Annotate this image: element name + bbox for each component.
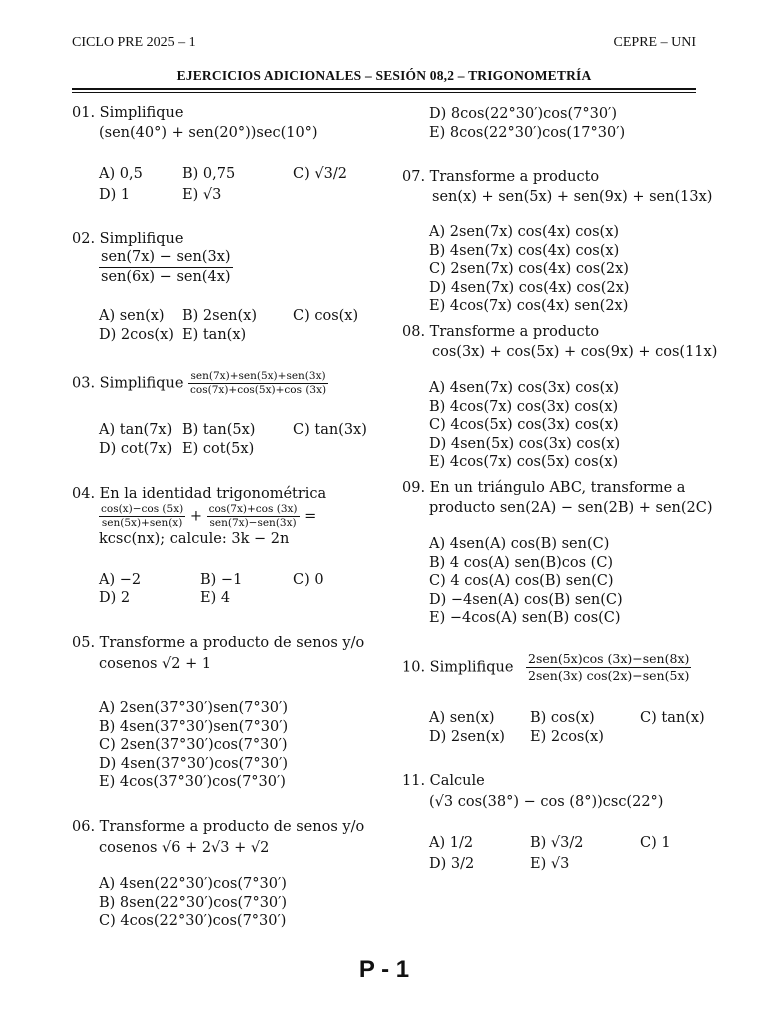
options-05 bbox=[99, 699, 288, 792]
question-stem: 02. Simplifique bbox=[72, 231, 184, 247]
option-b: B) √3/2 bbox=[530, 835, 584, 851]
question-stem: 04. En la identidad trigonométrica bbox=[72, 486, 327, 502]
question-04 bbox=[72, 485, 392, 548]
question-stem: 03. Simplifique bbox=[72, 375, 184, 392]
question-expression: (sen(40°) + sen(20°))sec(10°) bbox=[99, 125, 318, 141]
question-11 bbox=[402, 772, 732, 811]
option-b: B) 4 cos(A) sen(B)cos (C) bbox=[429, 554, 614, 571]
option-d: D) 8cos(22°30′)cos(7°30′) bbox=[429, 106, 617, 122]
options-06-right bbox=[429, 105, 625, 142]
option-e: E) √3 bbox=[530, 856, 570, 872]
question-02 bbox=[72, 230, 392, 287]
option-d: D) 4sen(7x) cos(4x) cos(2x) bbox=[429, 279, 630, 296]
option-c: C) √3/2 bbox=[293, 166, 347, 182]
fraction-numerator: cos(x)−cos (5x) bbox=[101, 503, 184, 515]
identity-expression bbox=[72, 503, 392, 530]
identity-tail: kcsc(nx); calcule: 3k − 2n bbox=[99, 531, 290, 547]
question-stem: 08. Transforme a producto bbox=[402, 324, 600, 340]
question-stem: 07. Transforme a producto bbox=[402, 169, 600, 185]
fraction-numerator: sen(7x) − sen(3x) bbox=[99, 248, 233, 268]
option-b: B) 8sen(22°30′)cos(7°30′) bbox=[99, 894, 288, 911]
option-e: E) tan(x) bbox=[182, 327, 247, 343]
options-09 bbox=[429, 535, 623, 628]
option-c: C) 4cos(5x) cos(3x) cos(x) bbox=[429, 417, 619, 433]
question-08 bbox=[402, 323, 732, 361]
option-a: A) 4sen(A) cos(B) sen(C) bbox=[429, 536, 610, 552]
question-05 bbox=[72, 634, 392, 673]
option-c: C) tan(3x) bbox=[293, 422, 367, 438]
question-stem: 01. Simplifique bbox=[72, 105, 184, 121]
options-08 bbox=[429, 379, 620, 472]
title-rule-bottom bbox=[72, 92, 696, 93]
options-06-left bbox=[99, 875, 287, 931]
option-e: E) 4cos(7x) cos(4x) sen(2x) bbox=[429, 298, 629, 314]
title-rule-top bbox=[72, 88, 696, 90]
option-c: C) cos(x) bbox=[293, 308, 359, 324]
option-e: E) √3 bbox=[182, 187, 222, 203]
option-b: B) tan(5x) bbox=[182, 422, 256, 438]
fraction-denominator: sen(5x)+sen(x) bbox=[101, 517, 183, 529]
question-07 bbox=[402, 168, 722, 206]
fraction-denominator: cos(7x)+cos(5x)+cos (3x) bbox=[190, 384, 327, 396]
fraction-denominator: 2sen(3x) cos(2x)−sen(5x) bbox=[528, 668, 690, 683]
option-b: B) cos(x) bbox=[530, 710, 595, 726]
option-d: D) 1 bbox=[99, 187, 131, 203]
option-e: E) −4cos(A) sen(B) cos(C) bbox=[429, 610, 621, 626]
question-expression: (√3 cos(38°) − cos (8°))csc(22°) bbox=[429, 794, 664, 810]
option-b: B) 2sen(x) bbox=[182, 308, 257, 324]
header-cycle: CICLO PRE 2025 – 1 bbox=[72, 35, 196, 50]
option-e: E) 4 bbox=[200, 590, 231, 606]
question-03 bbox=[72, 370, 392, 397]
option-d: D) 4sen(5x) cos(3x) cos(x) bbox=[429, 435, 621, 452]
option-e: E) 4cos(7x) cos(5x) cos(x) bbox=[429, 454, 619, 470]
option-c: C) 0 bbox=[293, 572, 324, 588]
question-06 bbox=[72, 818, 392, 857]
option-b: B) 0,75 bbox=[182, 166, 236, 182]
option-c: C) 4cos(22°30′)cos(7°30′) bbox=[99, 913, 287, 929]
option-b: B) 4cos(7x) cos(3x) cos(x) bbox=[429, 398, 619, 415]
question-stem: 05. Transforme a producto de senos y/o bbox=[72, 635, 365, 651]
option-a: A) 2sen(7x) cos(4x) cos(x) bbox=[429, 224, 620, 240]
question-expression: sen(x) + sen(5x) + sen(9x) + sen(13x) bbox=[432, 189, 713, 205]
question-fraction bbox=[72, 248, 392, 287]
page-title: EJERCICIOS ADICIONALES – SESIÓN 08,2 – TRIGONOMETRÍA bbox=[176, 68, 592, 83]
page-number: P - 1 bbox=[358, 956, 410, 983]
option-d: D) 2sen(x) bbox=[429, 729, 505, 745]
option-a: A) −2 bbox=[99, 572, 142, 588]
option-c: C) 4 cos(A) cos(B) sen(C) bbox=[429, 573, 614, 589]
option-a: A) sen(x) bbox=[429, 710, 495, 726]
option-e: E) 4cos(37°30′)cos(7°30′) bbox=[99, 774, 286, 790]
options-07 bbox=[429, 223, 629, 316]
option-b: B) −1 bbox=[200, 572, 243, 588]
option-b: B) 4sen(37°30′)sen(7°30′) bbox=[99, 718, 289, 735]
fraction-denominator: sen(7x)−sen(3x) bbox=[209, 517, 297, 529]
question-expression: cos(3x) + cos(5x) + cos(9x) + cos(11x) bbox=[432, 344, 718, 360]
option-d: D) 2cos(x) bbox=[99, 327, 174, 343]
question-stem: 09. En un triángulo ABC, transforme a bbox=[402, 480, 686, 496]
question-stem: 10. Simplifique bbox=[402, 659, 514, 676]
option-a: A) 1/2 bbox=[429, 835, 474, 851]
fraction-numerator: 2sen(5x)cos (3x)−sen(8x) bbox=[528, 651, 690, 666]
option-a: A) tan(7x) bbox=[99, 422, 173, 438]
question-stem: 11. Calcule bbox=[402, 773, 485, 789]
option-a: A) 4sen(7x) cos(3x) cos(x) bbox=[429, 380, 620, 396]
option-c: C) 2sen(7x) cos(4x) cos(2x) bbox=[429, 261, 629, 277]
option-d: D) cot(7x) bbox=[99, 441, 173, 457]
question-10 bbox=[402, 651, 742, 684]
option-c: C) 2sen(37°30′)cos(7°30′) bbox=[99, 737, 288, 753]
option-e: E) 8cos(22°30′)cos(17°30′) bbox=[429, 124, 626, 141]
option-a: A) 2sen(37°30′)sen(7°30′) bbox=[99, 700, 288, 716]
fraction-denominator: sen(6x) − sen(4x) bbox=[101, 269, 231, 285]
option-d: D) 2 bbox=[99, 590, 131, 606]
plus-sign: + bbox=[189, 508, 202, 525]
option-e: E) 2cos(x) bbox=[530, 729, 604, 745]
option-b: B) 4sen(7x) cos(4x) cos(x) bbox=[429, 242, 620, 259]
fraction-numerator: sen(7x)+sen(5x)+sen(3x) bbox=[188, 370, 328, 384]
equals-sign: = bbox=[304, 508, 317, 525]
option-d: D) −4sen(A) cos(B) sen(C) bbox=[429, 591, 623, 608]
question-stem-cont: cosenos √6 + 2√3 + √2 bbox=[99, 840, 270, 856]
option-c: C) 1 bbox=[640, 835, 671, 851]
question-01 bbox=[72, 104, 392, 142]
question-stem-cont: cosenos √2 + 1 bbox=[99, 656, 212, 672]
option-a: A) sen(x) bbox=[99, 308, 165, 324]
option-a: A) 0,5 bbox=[99, 166, 143, 182]
fraction-numerator: cos(7x)+cos (3x) bbox=[208, 503, 298, 515]
question-09 bbox=[402, 479, 732, 517]
option-a: A) 4sen(22°30′)cos(7°30′) bbox=[99, 876, 287, 892]
question-stem-cont: producto sen(2A) − sen(2B) + sen(2C) bbox=[429, 500, 713, 516]
option-c: C) tan(x) bbox=[640, 710, 705, 726]
option-e: E) cot(5x) bbox=[182, 441, 255, 457]
question-stem: 06. Transforme a producto de senos y/o bbox=[72, 819, 365, 835]
option-d: D) 4sen(37°30′)cos(7°30′) bbox=[99, 755, 289, 772]
option-d: D) 3/2 bbox=[429, 856, 475, 872]
header-institution: CEPRE – UNI bbox=[613, 35, 696, 50]
